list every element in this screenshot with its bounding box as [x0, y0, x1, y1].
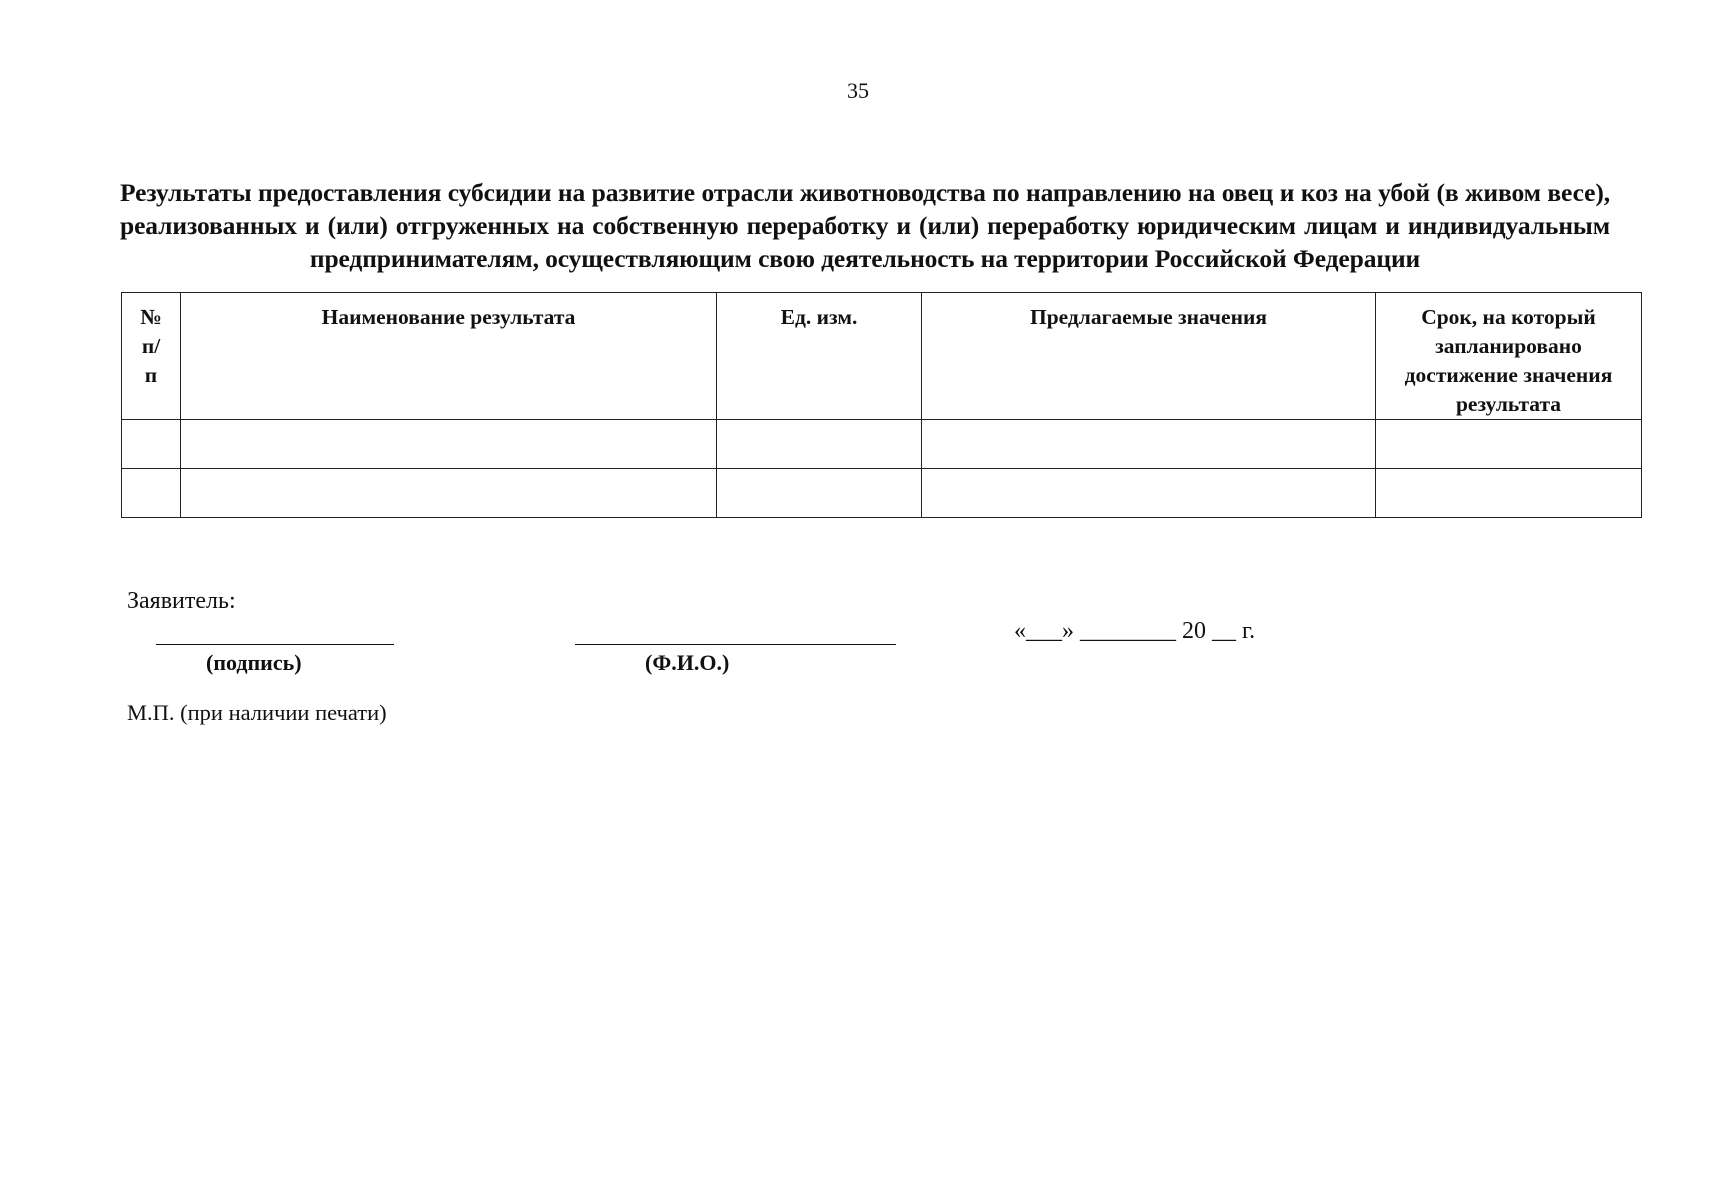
document-title: Результаты предоставления субсидии на развитие отрасли животноводства по направлению на овец и коз на убой (в живом весе), реализованных и (или) отгруженных на собственную переработку и (или) переработку юридическим лицам и индивидуальным предпринимателям, осуществляющим свою деятельность на территории Российской Федерации: [120, 178, 1610, 273]
header-proposed-values: Предлагаемые значения: [922, 293, 1376, 420]
table-cell[interactable]: [1376, 469, 1642, 518]
table-cell[interactable]: [122, 420, 181, 469]
table-cell[interactable]: [717, 420, 922, 469]
full-name-line[interactable]: [575, 644, 896, 645]
applicant-label: Заявитель:: [127, 588, 236, 614]
header-unit: Ед. изм.: [717, 293, 922, 420]
table-cell[interactable]: [1376, 420, 1642, 469]
table-cell[interactable]: [922, 420, 1376, 469]
header-result-name: Наименование результата: [181, 293, 717, 420]
stamp-note: М.П. (при наличии печати): [127, 700, 387, 725]
table-row: [122, 469, 1642, 518]
signature-caption: (подпись): [206, 650, 302, 675]
full-name-caption: (Ф.И.О.): [645, 650, 730, 675]
header-deadline: Срок, на который запланировано достижение значения результата: [1376, 293, 1642, 420]
results-table: [121, 292, 1642, 518]
table-cell[interactable]: [717, 469, 922, 518]
page-number: 35: [847, 78, 869, 103]
table-cell[interactable]: [181, 420, 717, 469]
table-cell[interactable]: [122, 469, 181, 518]
header-number: № п/п: [122, 293, 181, 420]
table-cell[interactable]: [922, 469, 1376, 518]
table-row: [122, 420, 1642, 469]
signature-line[interactable]: [156, 644, 394, 645]
table-header-row: [122, 293, 1642, 420]
date-field[interactable]: «___» ________ 20 __ г.: [1014, 618, 1256, 644]
table-cell[interactable]: [181, 469, 717, 518]
